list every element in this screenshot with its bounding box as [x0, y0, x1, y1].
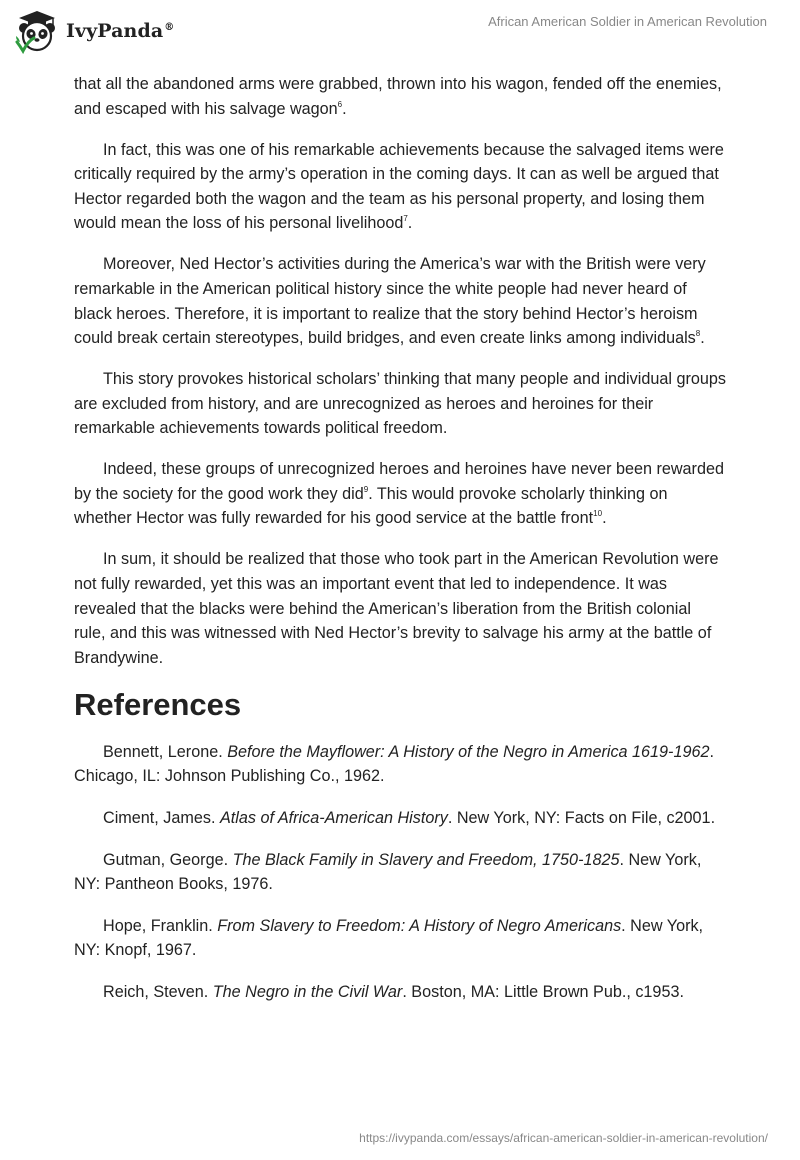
paragraph: Moreover, Ned Hector’s activities during the America’s war with the British were very remarkable in the American political history since the white people had never heard of black heroes. Therefore, it is important to realize that the story behind Hector’s heroism could break certain stereotypes, build bridges, and even create links among individuals$^8$. [74, 255, 706, 348]
reference-item: Bennett, Lerone. Before the Mayflower: A History of the Negro in America 1619-1962. Chicago, IL: Johnson Publishing Co., 1962. [74, 742, 714, 786]
footnote-marker[interactable]: 6 [337, 99, 343, 109]
reference-item: Reich, Steven. The Negro in the Civil War. Boston, MA: Little Brown Pub., c1953. [103, 982, 684, 1001]
paragraph: In sum, it should be realized that those who took part in the American Revolution were not fully rewarded, yet this was an important event that led to independence. It was revealed that the blacks were behind the American’s liberation from the British colonial rule, and this was witnessed with Ned Hector’s brevity to salvage his army at the battle of Brandywine. [74, 550, 719, 667]
footnote-marker[interactable]: 8 [695, 329, 701, 339]
paragraph: that all the abandoned arms were grabbed, thrown into his wagon, fended off the enemies, and escaped with his salvage wagon$^6$. [74, 75, 722, 118]
reference-item: Ciment, James. Atlas of Africa-American History. New York, NY: Facts on File, c2001. [103, 809, 716, 827]
references-heading: References [74, 686, 242, 722]
document-title: African American Soldier in American Revolution [488, 14, 767, 29]
essay-body [74, 72, 726, 1022]
reference-item: Gutman, George. The Black Family in Slavery and Freedom, 1750-1825. New York, NY: Pantheon Books, 1976. [74, 850, 702, 894]
source-url-link[interactable]: https://ivypanda.com/essays/african-american-soldier-in-american-revolution/ [359, 1131, 768, 1145]
paragraph: In fact, this was one of his remarkable achievements because the salvaged items were critically required by the army’s operation in the coming days. It can as well be argued that Hector regarded both the wagon and the team as his personal property, and losing them would mean the loss of his personal livelihood$^7$. [74, 140, 724, 233]
paragraph: This story provokes historical scholars’ thinking that many people and individual groups are excluded from history, and are unrecognized as heroes and heroines for their remarkable achievements towards political freedom. [74, 370, 726, 438]
brand-name: IvyPanda® [66, 20, 175, 42]
page-header [0, 0, 800, 62]
reference-item: Hope, Franklin. From Slavery to Freedom: A History of Negro Americans. New York, NY: Knopf, 1967. [74, 916, 704, 960]
footnote-marker[interactable]: 9 [363, 484, 369, 494]
footnote-marker[interactable]: 10 [593, 509, 603, 519]
footnote-marker[interactable]: 7 [403, 214, 408, 224]
paragraph: Indeed, these groups of unrecognized heroes and heroines have never been rewarded by the society for the good work they did$^9$. This would provoke scholarly thinking on whether Hector was fully rewarded for his good service at the battle front$^{10}$. [74, 460, 724, 528]
panda-logo-icon [14, 8, 60, 54]
ivypanda-logo[interactable] [14, 8, 174, 54]
